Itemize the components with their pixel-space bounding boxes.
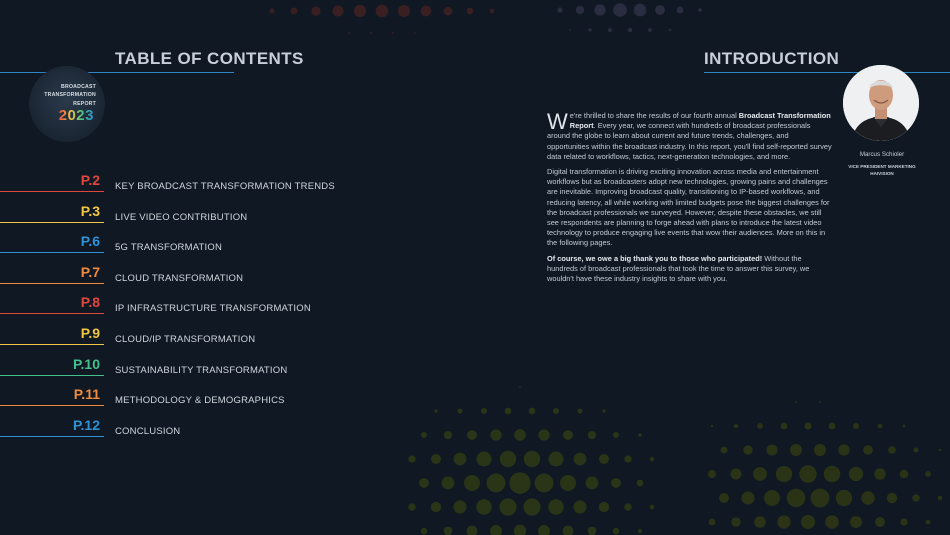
toc-item-page: P.10: [73, 355, 100, 372]
author-role: [835, 163, 929, 178]
drop-cap: W: [547, 109, 568, 134]
toc-item-rule: [0, 191, 104, 192]
toc-item-page: P.11: [73, 386, 100, 403]
intro-body: [547, 111, 832, 289]
toc-item-rule: [0, 222, 104, 223]
toc-item[interactable]: [0, 356, 450, 384]
toc-item-label: SUSTAINABILITY TRANSFORMATION: [115, 364, 288, 376]
toc-item-label: CLOUD TRANSFORMATION: [115, 272, 244, 284]
author-role-line-1: VICE PRESIDENT MARKETING: [848, 164, 916, 169]
toc-item-rule: [0, 252, 104, 253]
toc-item-label: 5G TRANSFORMATION: [115, 242, 223, 254]
intro-title-rule: [704, 72, 950, 73]
toc-item-rule: [0, 375, 104, 376]
badge-line-3: REPORT: [73, 100, 96, 107]
toc-item-rule: [0, 436, 104, 437]
toc-title: TABLE OF CONTENTS: [115, 49, 304, 68]
toc-item-page: P.7: [80, 263, 100, 280]
toc-item-page: P.12: [73, 416, 100, 433]
intro-paragraph-2: Digital transformation is driving exciting innovation across media and entertainment workflows but as broadcasters adopt new technologies, growing pains and challenges are inevitable. Improving broadcast quality, transitioning to IP-based workflows, and reducing latency, all while working with limited budgets pose the biggest challenges for the broadcast professionals we surveyed. However, despite these obstacles, we still see respondents are planning to forge ahead with plans to introduce the latest video technology to produce engaging live events that wow their audiences. More on this in the following pages.: [547, 167, 830, 248]
intro-p1-rest: . Every year, we connect with hundreds of broadcast professionals around the globe to learn about current and future trends, challenges, and opportunities within the broadcast industry. In this report, you'll find self-reported survey data related to workflows, tactics, next-generation technologies, and more.: [547, 121, 832, 161]
toc-item-page: P.2: [80, 172, 100, 188]
toc-item-label: LIVE VIDEO CONTRIBUTION: [115, 211, 248, 223]
toc-item[interactable]: [0, 325, 450, 353]
intro-title: INTRODUCTION: [704, 49, 840, 68]
toc-item-label: IP INFRASTRUCTURE TRANSFORMATION: [115, 303, 311, 315]
toc-item[interactable]: [0, 294, 450, 322]
toc-item[interactable]: [0, 172, 450, 200]
intro-paragraph-3: [547, 254, 832, 285]
toc-item-rule: [0, 405, 104, 406]
toc-item[interactable]: [0, 264, 450, 292]
author-role-line-2: HAIVISION: [870, 171, 894, 177]
badge-year: 2023: [58, 107, 94, 124]
toc-item[interactable]: [0, 417, 450, 445]
decorative-dots-top-right: [540, 0, 710, 60]
toc-item-page: P.3: [80, 202, 100, 219]
author-name: Marcus Schioler: [859, 151, 905, 158]
toc-item[interactable]: [0, 203, 450, 231]
toc-item-rule: [0, 344, 104, 345]
badge-line-1: BROADCAST: [61, 84, 96, 90]
toc-item[interactable]: [0, 386, 450, 414]
toc-item-page: P.9: [80, 325, 100, 341]
toc-item-label: KEY BROADCAST TRANSFORMATION TRENDS: [115, 181, 335, 192]
author-photo: [843, 65, 919, 141]
badge-text: [30, 83, 96, 108]
toc-item-label: CLOUD/IP TRANSFORMATION: [115, 334, 256, 345]
intro-p3-thanks: Of course, we owe a big thank you to those who participated!: [547, 253, 763, 263]
toc-item-label: CONCLUSION: [115, 425, 181, 437]
intro-p1-lead: e're thrilled to share the results of our fourth annual: [569, 111, 739, 120]
intro-p3-rest: Without the hundreds of broadcast professionals that took the time to answer this survey, we wouldn't have these industry insights to share with you.: [547, 253, 810, 284]
toc-item-label: METHODOLOGY & DEMOGRAPHICS: [115, 395, 285, 407]
report-badge: [29, 66, 105, 142]
toc-item-rule: [0, 313, 104, 314]
intro-p1-report-name: Broadcast Transformation Report: [569, 111, 831, 131]
toc-item-rule: [0, 283, 104, 284]
toc-item-page: P.6: [80, 233, 100, 250]
toc-item-page: P.8: [80, 294, 100, 311]
toc-item[interactable]: [0, 233, 450, 261]
badge-line-2: TRANSFORMATION: [44, 92, 96, 99]
decorative-dots-bottom-right: [700, 390, 950, 535]
intro-paragraph-1: [547, 111, 832, 162]
toc-title-rule: [0, 72, 234, 73]
